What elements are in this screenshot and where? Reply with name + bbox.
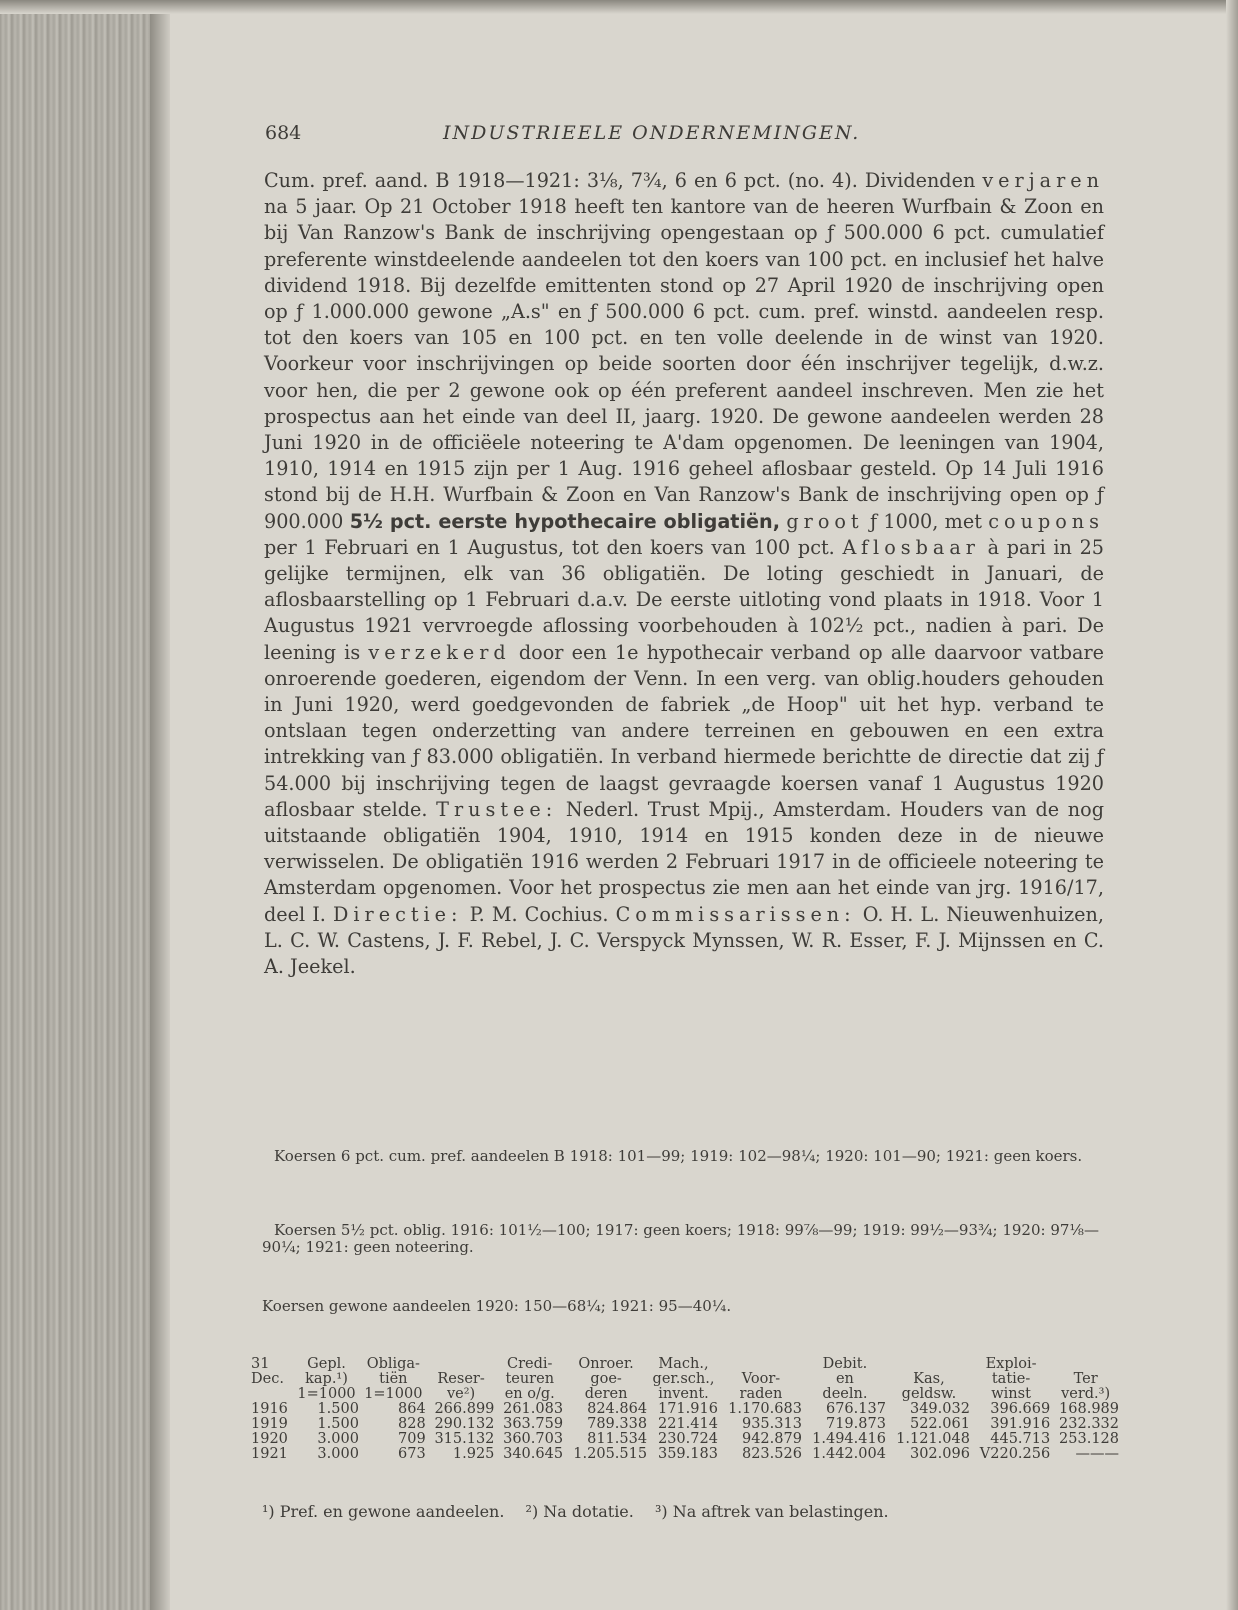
table-cell: 811.534	[587, 1431, 648, 1447]
table-row	[250, 1447, 1120, 1462]
header-cell: Voor-	[741, 1371, 781, 1387]
header-cell: deeln.	[822, 1386, 868, 1402]
table-cell: 823.526	[741, 1446, 802, 1462]
table-cell: 1916	[251, 1401, 288, 1417]
spaced-term: verzekerd	[368, 640, 511, 664]
body-segment: P. M. Cochius.	[469, 902, 609, 926]
table-cell: 673	[398, 1446, 426, 1462]
bold-term: 5½ pct. eerste hypothecaire obligatiën,	[349, 509, 781, 533]
page-header	[265, 122, 1105, 152]
header-cell: Credi-	[507, 1356, 553, 1372]
table-cell: 789.338	[587, 1416, 648, 1432]
header-cell: Reser-	[437, 1371, 485, 1387]
header-cell: Obliga-	[366, 1356, 420, 1372]
table-row	[250, 1432, 1120, 1447]
header-cell: 1=1000	[297, 1386, 356, 1402]
spaced-term: groot	[786, 509, 864, 533]
table-cell: 302.096	[909, 1446, 970, 1462]
header-cell	[427, 1357, 496, 1372]
right-edge	[1226, 0, 1238, 1610]
financial-table	[250, 1357, 1120, 1462]
header-cell: Kas,	[913, 1371, 945, 1387]
header-cell: ger.sch.,	[652, 1371, 715, 1387]
table-cell: 445.713	[990, 1431, 1051, 1447]
table-cell: 522.061	[909, 1416, 970, 1432]
table-cell: 719.873	[825, 1416, 886, 1432]
header-cell: 31	[251, 1356, 270, 1372]
header-cell: verd.³)	[1061, 1386, 1111, 1402]
koersen-gewone-note	[262, 1298, 1112, 1315]
spaced-term: Directie:	[333, 902, 463, 926]
body-segment: door een 1e hypothecair verband op alle daarvoor vatbare onroerende goederen, eigendom der Venn. In een verg. van oblig.houders gehouden in Juni 1920, werd goedgevonden de fabriek „de Hoop" uit het hyp. verband te ontslaan tegen onderzetting van andere terreinen en gebouwen en een extra intrekking van ƒ 83.000 obligatiën. In verband hiermede berichtte de directie dat zij ƒ 54.000 bij inschrijving tegen de laagst gevraagde koersen vanaf 1 Augustus 1920 aflosbaar stelde.	[264, 640, 1104, 821]
table-cell: 363.759	[503, 1416, 564, 1432]
table-cell: 1.925	[452, 1446, 495, 1462]
header-cell: 1=1000	[364, 1386, 423, 1402]
table-cell: 391.916	[990, 1416, 1051, 1432]
spaced-term: Aflosbaar	[842, 535, 980, 559]
header-cell	[1051, 1357, 1120, 1372]
header-cell: Mach.,	[658, 1356, 709, 1372]
header-cell: goe-	[590, 1371, 622, 1387]
page-number: 684	[265, 122, 302, 144]
footnotes	[262, 1502, 1112, 1521]
body-segment: na 5 jaar. Op 21 October 1918 heeft ten kantore van de heeren Wurfbain & Zoon en bij Van Ranzow's Bank de inschrijving opengestaan op ƒ 500.000 6 pct. cumulatief preferente winstdeelende aandeelen tot den koers van 100 pct. en inclusief het halve dividend 1918. Bij dezelfde emittenten stond op 27 April 1920 de inschrijving open op ƒ 1.000.000 gewone „A.s" en ƒ 500.000 6 pct. cum. pref. winstd. aandeelen resp. tot den koers van 105 en 100 pct. en ten volle deelende in de winst van 1920. Voorkeur voor inschrijvingen op beide soorten door één inschrijver tegelijk, d.w.z. voor hen, die per 2 gewone ook op één preferent aandeel inschreven. Men zie het prospectus aan het einde van deel II, jaarg. 1920. De gewone aandeelen werden 28 Juni 1920 in de officiëele noteering te A'dam opgenomen. De leeningen van 1904, 1910, 1914 en 1915 zijn per 1 Aug. 1916 geheel aflosbaar gesteld. Op 14 Juli 1916 stond bij de H.H. Wurfbain & Zoon en Van Ranzow's Bank de inschrijving open op ƒ 900.000	[264, 195, 1104, 533]
top-edge	[0, 0, 1238, 14]
koersen-pref-text: Koersen 6 pct. cum. pref. aandeelen B 1918: 101—99; 1919: 102—98¼; 1920: 101—90; 1921: geen koers.	[274, 1147, 1083, 1165]
table-cell: 1919	[251, 1416, 288, 1432]
table-cell: 340.645	[503, 1446, 564, 1462]
table-cell: 261.083	[503, 1401, 564, 1417]
koersen-oblig-text: Koersen 5½ pct. oblig. 1916: 101½—100; 1917: geen koers; 1918: 99⅞—99; 1919: 99½—93¾; 1920: 97⅛—90¼; 1921: geen noteering.	[262, 1221, 1099, 1256]
body-segment: O. H. L. Nieuwenhuizen, L. C. W. Castens, J. F. Rebel, J. C. Verspyck Mynssen, W. R. Esser, F. J. Mijnssen en C. A. Jeekel.	[264, 902, 1104, 979]
table-cell: 1921	[251, 1446, 288, 1462]
table-cell: 230.724	[657, 1431, 718, 1447]
book-edge	[0, 0, 160, 1610]
koersen-gewone-text: Koersen gewone aandeelen 1920: 150—68¼; 1921: 95—40¼.	[262, 1297, 732, 1315]
table-cell: 935.313	[741, 1416, 802, 1432]
header-cell: tatie-	[991, 1371, 1031, 1387]
page-gutter-shadow	[150, 0, 170, 1610]
header-cell	[887, 1357, 971, 1372]
table-cell: 1.442.004	[812, 1446, 886, 1462]
header-cell: Debit.	[822, 1356, 868, 1372]
table-cell: 1.170.683	[728, 1401, 802, 1417]
table-header-row	[250, 1387, 1120, 1402]
header-cell: teuren	[505, 1371, 555, 1387]
table-cell: ———	[1075, 1446, 1119, 1462]
spaced-term: Trustee:	[436, 797, 558, 821]
table-cell: 824.864	[587, 1401, 648, 1417]
header-cell: Gepl.	[307, 1356, 346, 1372]
body-text	[264, 168, 1104, 980]
table-cell: 266.899	[434, 1401, 495, 1417]
spaced-term: coupons	[988, 509, 1104, 533]
spaced-term: verjaren	[982, 169, 1104, 192]
table-cell: 864	[398, 1401, 426, 1417]
header-cell	[719, 1357, 803, 1372]
table-cell: 168.989	[1059, 1401, 1119, 1417]
table-cell: 1.121.048	[896, 1431, 970, 1447]
table-cell: 396.669	[990, 1401, 1051, 1417]
header-cell	[250, 1387, 293, 1402]
header-cell: geldsw.	[901, 1386, 957, 1402]
table-cell: 1.494.416	[812, 1431, 886, 1447]
header-cell: tiën	[379, 1371, 408, 1387]
header-cell: Dec.	[251, 1371, 284, 1387]
body-segment: à pari in 25 gelijke termijnen, elk van 36 obligatiën. De loting geschiedt in Januari, de aflosbaarstelling op 1 Februari d.a.v. De eerste uitloting vond plaats in 1918. Voor 1 Augustus 1921 vervroegde aflossing voorbehouden à 102½ pct., nadien à pari. De leening is	[264, 535, 1104, 664]
table-cell: 942.879	[741, 1431, 802, 1447]
table-cell: 315.132	[434, 1431, 495, 1447]
table-cell: 360.703	[503, 1431, 564, 1447]
header-cell: Exploi-	[985, 1356, 1037, 1372]
footnote-2: ²) Na dotatie.	[525, 1502, 634, 1521]
table-cell: 1.500	[317, 1401, 359, 1417]
header-cell: ve²)	[446, 1386, 476, 1402]
spaced-term: Commissarissen:	[615, 902, 856, 926]
table-cell: 3.000	[317, 1431, 359, 1447]
header-cell: Onroer.	[578, 1356, 634, 1372]
table-header-row	[250, 1357, 1120, 1372]
header-cell: deren	[584, 1386, 628, 1402]
table-cell: V220.256	[979, 1446, 1051, 1462]
header-cell: kap.¹)	[305, 1371, 348, 1387]
table-cell: 3.000	[317, 1446, 359, 1462]
table-cell: 171.916	[657, 1401, 718, 1417]
footnote-3: ³) Na aftrek van belastingen.	[654, 1502, 889, 1521]
header-cell: en	[835, 1371, 854, 1387]
footnote-1: ¹) Pref. en gewone aandeelen.	[262, 1502, 505, 1521]
body-segment: per 1 Februari en 1 Augustus, tot den koers van 100 pct.	[264, 535, 835, 559]
header-cell: Ter	[1073, 1371, 1098, 1387]
body-segment: Cum. pref. aand. B 1918—1921: 3⅛, 7¾, 6 en 6 pct. (no. 4). Dividenden	[264, 169, 976, 192]
koersen-pref-note	[262, 1148, 1112, 1165]
table-cell: 828	[398, 1416, 426, 1432]
running-title: INDUSTRIEELE ONDERNEMINGEN.	[443, 122, 861, 144]
table-cell: 1.500	[317, 1416, 359, 1432]
body-segment: Nederl. Trust Mpij., Amsterdam. Houders van de nog uitstaande obligatiën 1904, 1910, 1914 en 1915 konden deze in de nieuwe verwisselen. De obligatiën 1916 werden 2 Februari 1917 in de officieele noteering te Amsterdam opgenomen. Voor het prospectus zie men aan het einde van jrg. 1916/17, deel I.	[264, 797, 1104, 926]
table-cell: 709	[398, 1431, 426, 1447]
table-cell: 1920	[251, 1431, 288, 1447]
header-cell: winst	[991, 1386, 1031, 1402]
table-row	[250, 1402, 1120, 1417]
table-header-row	[250, 1372, 1120, 1387]
table-cell: 290.132	[434, 1416, 495, 1432]
table-cell: 232.332	[1059, 1416, 1119, 1432]
table-cell: 1.205.515	[573, 1446, 648, 1462]
table-cell: 221.414	[657, 1416, 718, 1432]
table-cell: 349.032	[909, 1401, 970, 1417]
header-cell: raden	[739, 1386, 783, 1402]
koersen-oblig-note	[262, 1222, 1112, 1256]
table-cell: 676.137	[825, 1401, 886, 1417]
table-row	[250, 1417, 1120, 1432]
table-cell: 359.183	[657, 1446, 718, 1462]
header-cell: invent.	[658, 1386, 709, 1402]
table-cell: 253.128	[1059, 1431, 1119, 1447]
body-segment: ƒ 1000, met	[869, 509, 982, 533]
header-cell: en o/g.	[504, 1386, 555, 1402]
